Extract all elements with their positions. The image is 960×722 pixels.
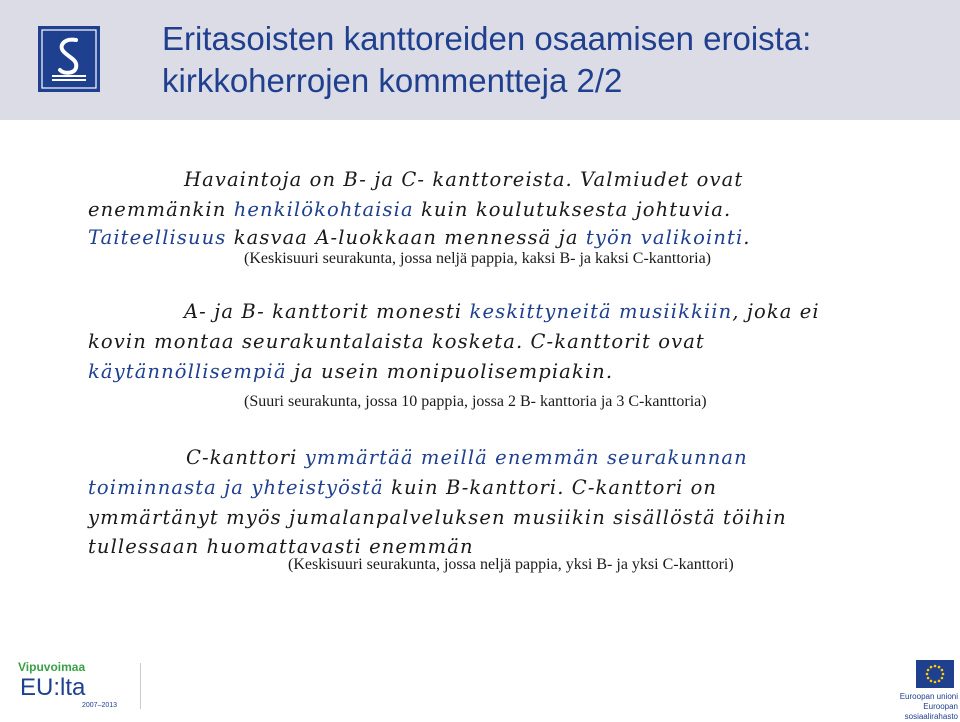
quote-2-line-3: [88, 360, 613, 383]
vipuvoimaa-eu-logo: [18, 660, 128, 714]
title-line-1: Eritasoisten kanttoreiden osaamisen eroista:: [162, 20, 812, 57]
eu-star: [927, 669, 930, 672]
header-band: [0, 0, 960, 120]
quote-text: kuin B-kanttori. C-kanttori on: [383, 476, 718, 499]
eu-star: [938, 680, 941, 683]
eu-star: [941, 669, 944, 672]
quote-2-line-1: [184, 300, 820, 323]
footer-divider: [140, 663, 141, 709]
quote-1-line-1: [184, 168, 743, 191]
quote-1-line-2: [88, 198, 731, 221]
highlighted-phrase: keskittyneitä musiikkiin: [469, 300, 733, 323]
eu-star: [930, 680, 933, 683]
eu-star: [927, 677, 930, 680]
eu-star: [942, 673, 945, 676]
quote-3-line-3: [88, 506, 787, 529]
eu-star: [934, 681, 937, 684]
quote-3-line-4: [88, 535, 474, 558]
eu-star: [926, 673, 929, 676]
highlighted-phrase: toiminnasta ja yhteistyöstä: [88, 476, 384, 499]
quote-1-line-3: [88, 226, 751, 249]
title-line-2: kirkkoherrojen kommentteja 2/2: [162, 62, 623, 99]
quote-text: , joka ei: [732, 300, 820, 323]
eu-caption-line-1: Euroopan unioni: [899, 692, 958, 701]
church-logo-icon: [38, 26, 100, 92]
quote-2-source-note: (Suuri seurakunta, jossa 10 pappia, jossa 2 B- kanttoria ja 3 C-kanttoria): [244, 393, 707, 410]
quote-text: .: [743, 226, 751, 249]
eu-caption: [868, 692, 958, 722]
quote-3-source-note: (Keskisuuri seurakunta, jossa neljä pappia, yksi B- ja yksi C-kanttori): [288, 556, 734, 573]
vipu-logo-eu-text: EU:lta: [20, 674, 86, 701]
highlighted-phrase: työn valikointi: [585, 226, 744, 249]
eu-star: [934, 665, 937, 668]
quote-text: ymmärtänyt myös jumalanpalveluksen musiikin sisällöstä töihin: [88, 506, 787, 529]
eu-star: [930, 666, 933, 669]
eu-star: [938, 666, 941, 669]
quote-2-line-2: [88, 330, 705, 353]
quote-text: enemmänkin: [88, 198, 234, 221]
quote-text: kovin montaa seurakuntalaista kosketa. C-kanttorit ovat: [88, 330, 705, 353]
highlighted-phrase: henkilökohtaisia: [233, 198, 414, 221]
eu-caption-line-2: Euroopan sosiaalirahasto: [904, 702, 958, 721]
vipu-logo-top-text: Vipuvoimaa: [18, 660, 86, 674]
eu-flag-icon: [916, 660, 954, 688]
eu-star: [941, 677, 944, 680]
quote-3-line-1: [186, 446, 748, 469]
quote-text: kasvaa A-luokkaan mennessä ja: [226, 226, 586, 249]
quote-text: tullessaan huomattavasti enemmän: [88, 535, 474, 558]
page-title: [162, 18, 811, 102]
quote-3-line-2: [88, 476, 717, 499]
quote-text: A- ja B- kanttorit monesti: [184, 300, 470, 323]
highlighted-phrase: ymmärtää meillä enemmän seurakunnan: [304, 446, 748, 469]
quote-text: kuin koulutuksesta johtuvia.: [413, 198, 732, 221]
highlighted-phrase: käytännöllisempiä: [88, 360, 287, 383]
quote-text: C-kanttori: [186, 446, 305, 469]
quote-1-source-note: (Keskisuuri seurakunta, jossa neljä pappia, kaksi B- ja kaksi C-kanttoria): [244, 250, 711, 267]
quote-text: ja usein monipuolisempiakin.: [286, 360, 614, 383]
quote-text: Havaintoja on B- ja C- kanttoreista. Valmiudet ovat: [184, 168, 744, 191]
vipu-logo-years: 2007–2013: [82, 702, 118, 709]
highlighted-phrase: Taiteellisuus: [88, 226, 227, 249]
